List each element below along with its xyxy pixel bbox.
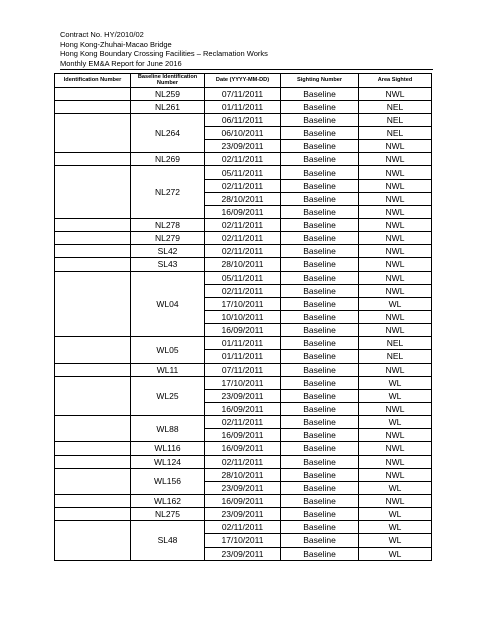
area-sighted-cell: WL <box>359 508 432 521</box>
date-cell: 28/10/2011 <box>205 192 281 205</box>
table-row <box>55 337 432 350</box>
sighting-number-cell: Baseline <box>281 100 359 113</box>
date-cell: 01/11/2011 <box>205 100 281 113</box>
sighting-number-cell: Baseline <box>281 324 359 337</box>
date-cell: 02/11/2011 <box>205 416 281 429</box>
sighting-number-cell: Baseline <box>281 113 359 126</box>
area-sighted-cell: NEL <box>359 337 432 350</box>
table-body <box>55 87 432 560</box>
date-cell: 05/11/2011 <box>205 271 281 284</box>
area-sighted-cell: NWL <box>359 192 432 205</box>
col-identification-number: Identification Number <box>55 74 131 88</box>
sighting-number-cell: Baseline <box>281 192 359 205</box>
identification-number-cell <box>55 442 131 455</box>
date-cell: 02/11/2011 <box>205 153 281 166</box>
area-sighted-cell: NWL <box>359 205 432 218</box>
baseline-id-cell: WL156 <box>131 468 205 494</box>
sighting-number-cell: Baseline <box>281 508 359 521</box>
date-cell: 28/10/2011 <box>205 258 281 271</box>
works-name: Hong Kong Boundary Crossing Facilities – Reclamation Works <box>60 49 268 58</box>
identification-number-cell <box>55 219 131 232</box>
sighting-number-cell: Baseline <box>281 245 359 258</box>
identification-number-cell <box>55 153 131 166</box>
baseline-id-cell: WL162 <box>131 494 205 507</box>
table-row <box>55 521 432 534</box>
date-cell: 10/10/2011 <box>205 310 281 323</box>
baseline-id-cell: NL278 <box>131 219 205 232</box>
area-sighted-cell: NWL <box>359 310 432 323</box>
identification-number-cell <box>55 508 131 521</box>
sighting-number-cell: Baseline <box>281 310 359 323</box>
date-cell: 02/11/2011 <box>205 455 281 468</box>
area-sighted-cell: NWL <box>359 258 432 271</box>
table-row <box>55 113 432 126</box>
baseline-id-cell: WL04 <box>131 271 205 337</box>
date-cell: 06/11/2011 <box>205 113 281 126</box>
sighting-number-cell: Baseline <box>281 468 359 481</box>
table-row <box>55 416 432 429</box>
identification-number-cell <box>55 87 131 100</box>
table-row <box>55 455 432 468</box>
identification-number-cell <box>55 271 131 337</box>
identification-number-cell <box>55 100 131 113</box>
table-row <box>55 442 432 455</box>
col-area-sighted: Area Sighted <box>359 74 432 88</box>
area-sighted-cell: NEL <box>359 350 432 363</box>
area-sighted-cell: NEL <box>359 127 432 140</box>
area-sighted-cell: NWL <box>359 284 432 297</box>
table-row <box>55 363 432 376</box>
date-cell: 23/09/2011 <box>205 389 281 402</box>
area-sighted-cell: NWL <box>359 363 432 376</box>
table-row <box>55 468 432 481</box>
date-cell: 17/10/2011 <box>205 376 281 389</box>
sighting-number-cell: Baseline <box>281 481 359 494</box>
area-sighted-cell: NWL <box>359 179 432 192</box>
identification-number-cell <box>55 521 131 560</box>
sighting-number-cell: Baseline <box>281 140 359 153</box>
area-sighted-cell: WL <box>359 416 432 429</box>
identification-number-cell <box>55 232 131 245</box>
area-sighted-cell: NWL <box>359 442 432 455</box>
date-cell: 06/10/2011 <box>205 127 281 140</box>
date-cell: 01/11/2011 <box>205 337 281 350</box>
sighting-number-cell: Baseline <box>281 363 359 376</box>
date-cell: 23/09/2011 <box>205 481 281 494</box>
area-sighted-cell: NWL <box>359 153 432 166</box>
table-row <box>55 271 432 284</box>
baseline-id-cell: SL48 <box>131 521 205 560</box>
baseline-id-cell: WL88 <box>131 416 205 442</box>
date-cell: 01/11/2011 <box>205 350 281 363</box>
table-row <box>55 508 432 521</box>
area-sighted-cell: NWL <box>359 324 432 337</box>
area-sighted-cell: WL <box>359 376 432 389</box>
identification-number-cell <box>55 337 131 363</box>
col-baseline-identification-number: Baseline Identification Number <box>131 74 205 88</box>
sighting-number-cell: Baseline <box>281 455 359 468</box>
date-cell: 16/09/2011 <box>205 494 281 507</box>
date-cell: 07/11/2011 <box>205 363 281 376</box>
identification-number-cell <box>55 416 131 442</box>
area-sighted-cell: NWL <box>359 245 432 258</box>
area-sighted-cell: WL <box>359 547 432 560</box>
sighting-number-cell: Baseline <box>281 494 359 507</box>
identification-number-cell <box>55 376 131 415</box>
sighting-number-cell: Baseline <box>281 127 359 140</box>
report-title: Monthly EM&A Report for June 2016 <box>60 58 182 68</box>
sighting-number-cell: Baseline <box>281 153 359 166</box>
date-cell: 28/10/2011 <box>205 468 281 481</box>
area-sighted-cell: WL <box>359 389 432 402</box>
project-name: Hong Kong-Zhuhai-Macao Bridge <box>60 39 172 49</box>
date-cell: 23/09/2011 <box>205 140 281 153</box>
sighting-number-cell: Baseline <box>281 297 359 310</box>
sighting-number-cell: Baseline <box>281 521 359 534</box>
identification-number-cell <box>55 455 131 468</box>
date-cell: 05/11/2011 <box>205 166 281 179</box>
sighting-number-cell: Baseline <box>281 205 359 218</box>
baseline-id-cell: WL124 <box>131 455 205 468</box>
table-row <box>55 219 432 232</box>
area-sighted-cell: WL <box>359 534 432 547</box>
baseline-id-cell: NL272 <box>131 166 205 219</box>
identification-number-cell <box>55 245 131 258</box>
date-cell: 16/09/2011 <box>205 429 281 442</box>
table-row <box>55 376 432 389</box>
identification-number-cell <box>55 468 131 494</box>
area-sighted-cell: NWL <box>359 468 432 481</box>
baseline-id-cell: WL11 <box>131 363 205 376</box>
area-sighted-cell: NEL <box>359 113 432 126</box>
sighting-number-cell: Baseline <box>281 547 359 560</box>
date-cell: 07/11/2011 <box>205 87 281 100</box>
identification-number-cell <box>55 258 131 271</box>
sighting-number-cell: Baseline <box>281 534 359 547</box>
table-row <box>55 166 432 179</box>
area-sighted-cell: NWL <box>359 166 432 179</box>
baseline-id-cell: WL05 <box>131 337 205 363</box>
area-sighted-cell: NWL <box>359 140 432 153</box>
date-cell: 23/09/2011 <box>205 508 281 521</box>
area-sighted-cell: WL <box>359 297 432 310</box>
area-sighted-cell: NWL <box>359 232 432 245</box>
area-sighted-cell: NWL <box>359 429 432 442</box>
baseline-id-cell: NL275 <box>131 508 205 521</box>
table-row <box>55 100 432 113</box>
area-sighted-cell: NWL <box>359 455 432 468</box>
baseline-id-cell: SL43 <box>131 258 205 271</box>
date-cell: 16/09/2011 <box>205 324 281 337</box>
identification-number-cell <box>55 494 131 507</box>
sighting-number-cell: Baseline <box>281 271 359 284</box>
date-cell: 02/11/2011 <box>205 232 281 245</box>
sighting-number-cell: Baseline <box>281 337 359 350</box>
area-sighted-cell: WL <box>359 521 432 534</box>
col-date: Date (YYYY-MM-DD) <box>205 74 281 88</box>
col-sighting-number: Sighting Number <box>281 74 359 88</box>
date-cell: 02/11/2011 <box>205 245 281 258</box>
area-sighted-cell: NWL <box>359 87 432 100</box>
baseline-id-cell: NL264 <box>131 113 205 152</box>
contract-number: Contract No. HY/2010/02 <box>60 30 144 39</box>
table-row <box>55 153 432 166</box>
identification-number-cell <box>55 363 131 376</box>
table-row <box>55 245 432 258</box>
baseline-id-cell: NL259 <box>131 87 205 100</box>
baseline-id-cell: WL25 <box>131 376 205 415</box>
date-cell: 17/10/2011 <box>205 297 281 310</box>
header-rule <box>60 69 433 70</box>
area-sighted-cell: NEL <box>359 100 432 113</box>
sighting-table <box>54 73 432 561</box>
table-row <box>55 232 432 245</box>
sighting-number-cell: Baseline <box>281 376 359 389</box>
area-sighted-cell: NWL <box>359 219 432 232</box>
date-cell: 02/11/2011 <box>205 219 281 232</box>
sighting-number-cell: Baseline <box>281 350 359 363</box>
sighting-number-cell: Baseline <box>281 389 359 402</box>
baseline-id-cell: WL116 <box>131 442 205 455</box>
sighting-number-cell: Baseline <box>281 258 359 271</box>
baseline-id-cell: NL261 <box>131 100 205 113</box>
date-cell: 16/09/2011 <box>205 442 281 455</box>
document-header <box>60 30 268 68</box>
table-row <box>55 494 432 507</box>
sighting-number-cell: Baseline <box>281 284 359 297</box>
baseline-id-cell: NL269 <box>131 153 205 166</box>
date-cell: 17/10/2011 <box>205 534 281 547</box>
sighting-number-cell: Baseline <box>281 179 359 192</box>
area-sighted-cell: NWL <box>359 402 432 415</box>
table-row <box>55 258 432 271</box>
date-cell: 02/11/2011 <box>205 521 281 534</box>
sighting-number-cell: Baseline <box>281 416 359 429</box>
date-cell: 02/11/2011 <box>205 179 281 192</box>
date-cell: 23/09/2011 <box>205 547 281 560</box>
sighting-number-cell: Baseline <box>281 402 359 415</box>
sighting-number-cell: Baseline <box>281 442 359 455</box>
date-cell: 02/11/2011 <box>205 284 281 297</box>
sighting-number-cell: Baseline <box>281 166 359 179</box>
baseline-id-cell: SL42 <box>131 245 205 258</box>
date-cell: 16/09/2011 <box>205 402 281 415</box>
sighting-number-cell: Baseline <box>281 429 359 442</box>
sighting-number-cell: Baseline <box>281 232 359 245</box>
area-sighted-cell: NWL <box>359 494 432 507</box>
sighting-number-cell: Baseline <box>281 219 359 232</box>
header-row <box>55 74 432 88</box>
baseline-id-cell: NL279 <box>131 232 205 245</box>
area-sighted-cell: WL <box>359 481 432 494</box>
identification-number-cell <box>55 166 131 219</box>
identification-number-cell <box>55 113 131 152</box>
area-sighted-cell: NWL <box>359 271 432 284</box>
date-cell: 16/09/2011 <box>205 205 281 218</box>
sighting-number-cell: Baseline <box>281 87 359 100</box>
table-row <box>55 87 432 100</box>
